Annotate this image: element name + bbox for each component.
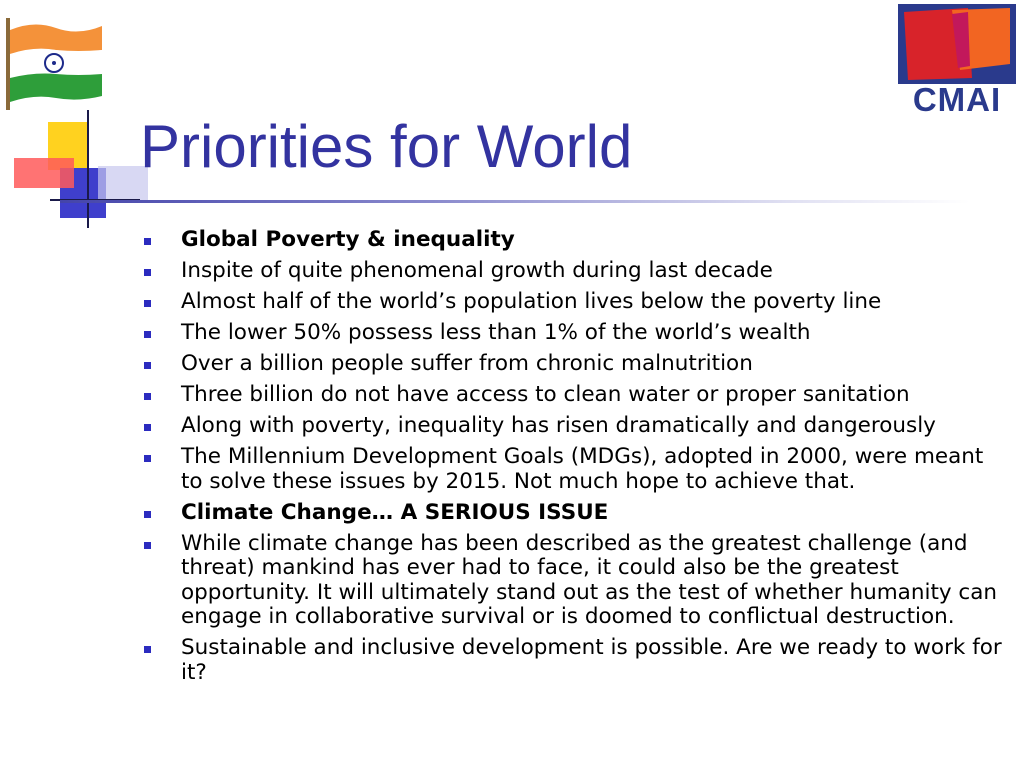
title-decoration (10, 110, 150, 230)
logo-text: CMAI (912, 81, 1002, 118)
bullet-text: Sustainable and inclusive development is possible. Are we ready to work for it? (181, 635, 1002, 685)
bullet-text: Three billion do not have access to clean water or proper sanitation (181, 382, 910, 407)
bullet-text: The Millennium Development Goals (MDGs), adopted in 2000, were meant to solve these issues by 2015. Not much hope to achieve that. (181, 444, 984, 494)
bullet-item (144, 445, 1004, 494)
india-flag-icon (4, 18, 104, 110)
bullet-marker-icon (144, 646, 151, 653)
bullet-text: Over a billion people suffer from chronic malnutrition (181, 351, 753, 376)
bullet-marker-icon (144, 269, 151, 276)
bullet-text: The lower 50% possess less than 1% of the world’s wealth (181, 320, 811, 345)
bullet-marker-icon (144, 362, 151, 369)
bullet-text: Climate Change… A SERIOUS ISSUE (181, 499, 609, 525)
bullet-marker-icon (144, 511, 151, 518)
bullet-text: Inspite of quite phenomenal growth during last decade (181, 258, 773, 283)
cmai-logo (896, 4, 1018, 116)
bullet-marker-icon (144, 393, 151, 400)
bullet-marker-icon (144, 455, 151, 462)
bullet-text: Along with poverty, inequality has risen dramatically and dangerously (181, 413, 936, 438)
bullet-item (144, 352, 1004, 377)
slide-title: Priorities for World (140, 113, 633, 180)
cmai-logo-icon (898, 4, 1016, 84)
bullet-item (144, 414, 1004, 439)
bullet-item (144, 259, 1004, 284)
bullet-text: Almost half of the world’s population lives below the poverty line (181, 289, 882, 314)
bullet-list (144, 228, 1004, 692)
bullet-item (144, 228, 1004, 253)
bullet-marker-icon (144, 238, 151, 245)
bullet-marker-icon (144, 542, 151, 549)
bullet-item (144, 383, 1004, 408)
bullet-item (144, 321, 1004, 346)
title-underline (60, 200, 970, 203)
bullet-marker-icon (144, 300, 151, 307)
bullet-item (144, 532, 1004, 630)
bullet-text: While climate change has been described as the greatest challenge (and threat) mankind has ever had to face, it could also be the greatest opportunity. It will ultimately stand out as the test of whether humanity can engage in collaborative survival or is doomed to conflictual destruction. (181, 530, 998, 629)
bullet-item (144, 501, 1004, 526)
bullet-item (144, 636, 1004, 685)
bullet-text: Global Poverty & inequality (181, 227, 515, 252)
bullet-item (144, 290, 1004, 315)
bullet-marker-icon (144, 331, 151, 338)
bullet-marker-icon (144, 424, 151, 431)
